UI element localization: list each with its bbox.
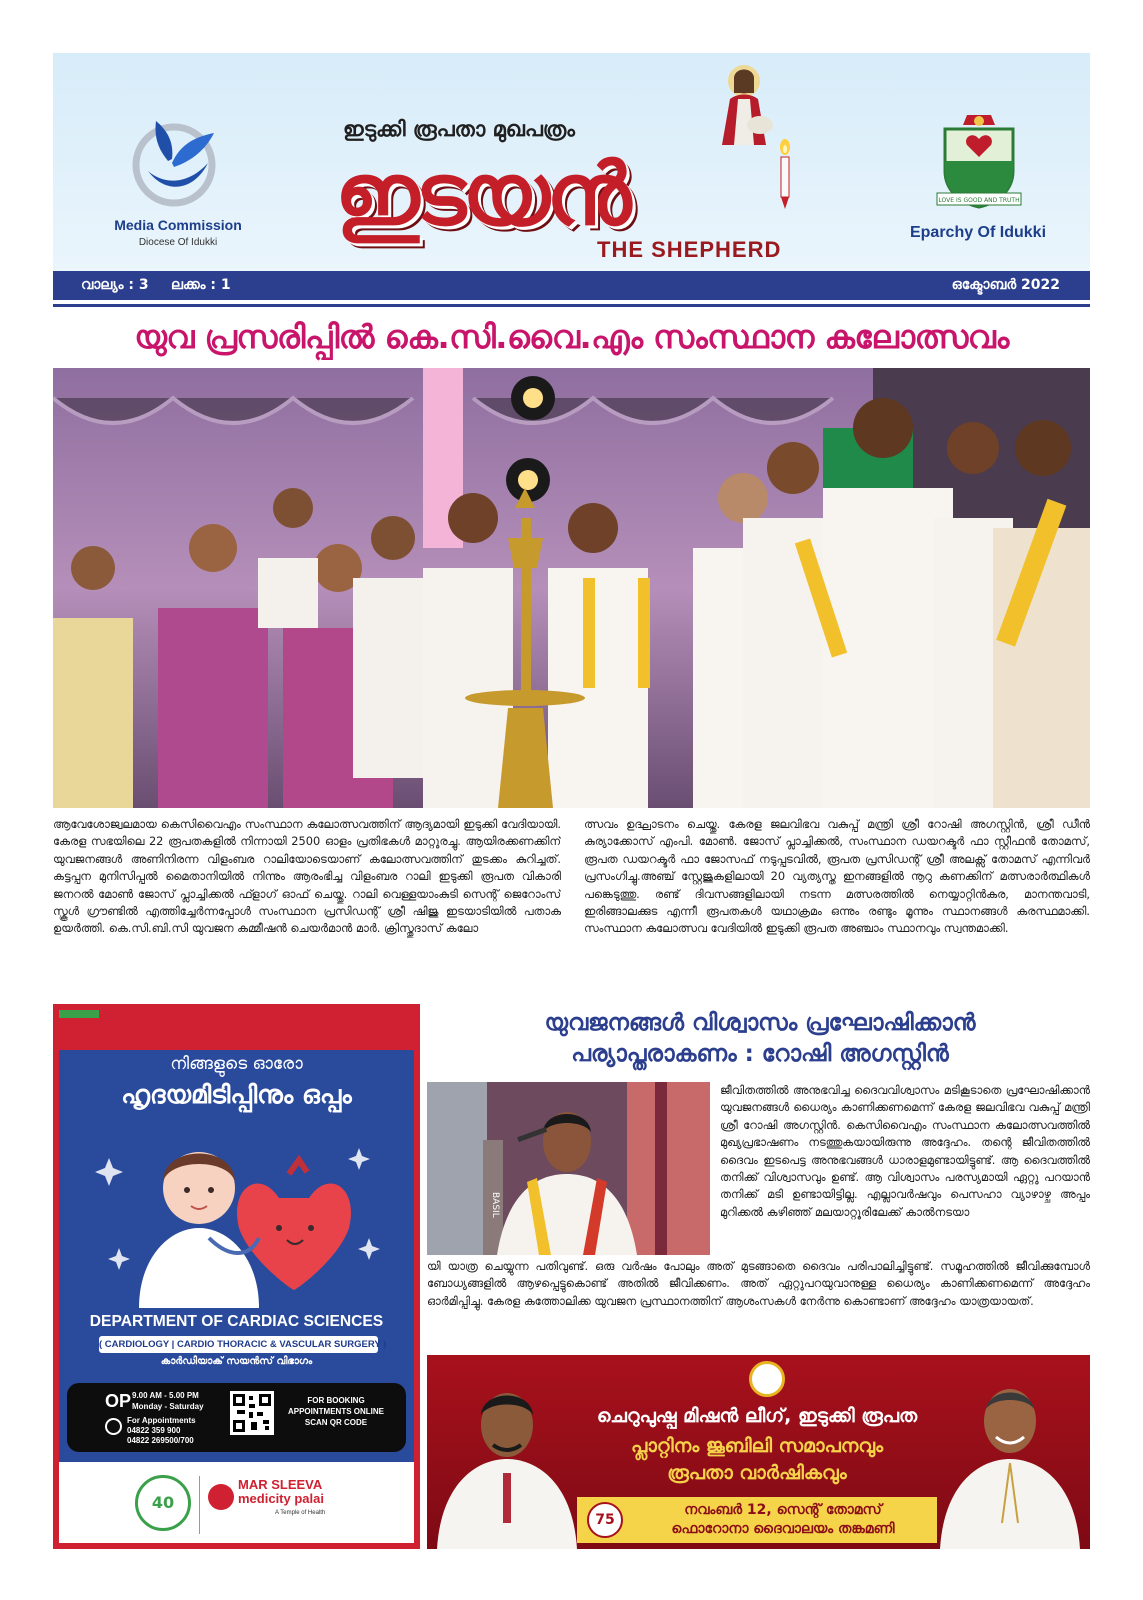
diocese-name: Diocese Of Idukki [138, 237, 218, 248]
second-headline-line-2: പര്യാപ്തരാകണം : റോഷി അഗസ്റ്റിൻ [571, 1041, 949, 1067]
minister-speech-photo [427, 1082, 710, 1255]
masthead [53, 53, 1090, 271]
banner-date-strip [577, 1497, 937, 1543]
qr-code-icon [230, 1391, 274, 1435]
divider [53, 304, 1090, 307]
event-date: നവംബർ 12, സെന്റ് തോമസ് [684, 1502, 882, 1518]
ad-tagline-1: നിങ്ങളുടെ ഓരോ [170, 1054, 303, 1074]
booking-info [277, 1395, 395, 1428]
phone-icon [105, 1418, 122, 1435]
anniversary-badge: 40 [135, 1475, 191, 1531]
ad-contact-box [67, 1383, 406, 1452]
banner-line-3: രൂപതാ വാർഷികവും [667, 1462, 847, 1484]
second-headline-line-1: യുവജനങ്ങൾ വിശ്വാസം പ്രഘോഷിക്കാൻ [544, 1010, 976, 1036]
candle-pen-icon [775, 139, 795, 209]
banner-line-1: ചെറുപുഷ്പ മിഷൻ ലീഗ്, ഇടുക്കി രൂപത [596, 1405, 918, 1427]
ad-tagline-2: ഹൃദയമിടിപ്പിനും ഒപ്പം [121, 1080, 352, 1109]
ad-footer [59, 1462, 414, 1549]
booking-text-1: FOR BOOKING [307, 1396, 365, 1405]
ad-separator [199, 1476, 200, 1534]
eparchy-emblem-icon [933, 111, 1025, 211]
doctor-heart-illustration [89, 1118, 389, 1308]
ad-department: DEPARTMENT OF CARDIAC SCIENCES [89, 1313, 384, 1330]
emblem-motto: LOVE IS GOOD AND TRUTH [938, 197, 1020, 204]
appointment-info [127, 1416, 196, 1446]
dove-logo-icon [128, 115, 222, 209]
ad-subdepartments: ( CARDIOLOGY | CARDIO THORACIC & VASCULAR SURGERY ) [99, 1336, 378, 1353]
ad-department-ml: കാർഡിയാക് സയൻസ് വിഭാഗം [160, 1356, 313, 1367]
second-article-body: ജീവിതത്തിൽ അനുഭവിച്ച ദൈവവിശ്വാസം മടികൂടാതെ പ്രഘോഷിക്കാൻ യുവജനങ്ങൾ ധൈര്യം കാണിക്കണമെന്ന് കേരള ജലവിഭവ വകുപ്പ് മന്ത്രി ശ്രീ റോഷി അഗസ്റ്റിൻ. കെസിവൈഎം സംസ്ഥാന കലോത്സവത്തിൽ മുഖ്യപ്രഭാഷണം നടത്തുകയായിരുന്നു അദ്ദേഹം. തന്റെ ജീവിതത്തിൽ ദൈവം ഇടപെട്ട അനുഭവങ്ങൾ ധാരാളമുണ്ടായിട്ടുണ്ട്. ആ ദൈവത്തിൽ തനിക്ക് വിശ്വാസവും ഉണ്ട്. ആ വിശ്വാസം പരസ്യമായി ഏറ്റു പറയാൻ തനിക്ക് മടി ഉണ്ടായിട്ടില്ല. എല്ലാവർഷവും പെസഹാ വ്യാഴാഴ്ച അപ്പം മുറിക്കൽ കഴിഞ്ഞ് മലയാറ്റൂരിലേക്ക് കാൽനടയാ [720, 1083, 1090, 1219]
op-label: OP [105, 1391, 132, 1411]
podium-text: BASIL [490, 1192, 500, 1218]
hospital-logo-icon [208, 1484, 234, 1510]
jesus-shepherd-icon [708, 63, 780, 145]
main-article-column-1: ആവേശോജ്വലമായ കെസിവൈഎം സംസ്ഥാന കലോത്സവത്തിന് ആദ്യമായി ഇടുക്കി വേദിയായി. കേരള സഭയിലെ 22 രൂപതകളിൽ നിന്നായി 2500 ഓളം പ്രതിഭകൾ മാറ്റുരച്ചു. ആയിരക്കണക്കിന് യുവജനങ്ങൾ അണിനിരന്ന വിളംബര റാലിയോടെയാണ് കലോത്സവത്തിന് തുടക്കം കുറിച്ചത്. കട്ടപ്പന മുനിസിപ്പൽ മൈതാനിയിൽ നിന്നും ആരംഭിച്ച വിളംബര റാലി ഇടുക്കി രൂപത വികാരി ജനറൽ മോൺ ജോസ് പ്ലാച്ചിക്കൽ ഫ്ളാഗ് ഓഫ് ചെയ്തു. റാലി വെള്ളയാംകുടി സെന്റ് ജെറോംസ് സ്കൂൾ ഗ്രൗണ്ടിൽ എത്തിച്ചേർന്നപ്പോൾ സംസ്ഥാന പ്രസിഡന്റ് ശ്രീ ഷിജു ഇടയാടിയിൽ പതാക ഉയർത്തി. കെ.സി.ബി.സി യുവജന കമ്മീഷൻ ചെയർമാൻ മാർ. ക്രിസ്തുദാസ് കലോ [53, 817, 561, 936]
phone-number-1: 04822 359 900 [127, 1426, 181, 1435]
media-commission-name: Media Commission [114, 217, 242, 233]
booking-text-3: SCAN QR CODE [304, 1418, 368, 1427]
mission-league-emblem-icon [749, 1361, 785, 1397]
booking-text-2: APPOINTMENTS ONLINE [287, 1407, 384, 1416]
hospital-name-2: medicity palai [238, 1491, 324, 1506]
volume-number: വാല്യം : 3 [81, 277, 149, 293]
issue-date: ഒക്ടോബർ 2022 [951, 277, 1060, 293]
op-time: 9.00 AM - 5.00 PM [132, 1391, 199, 1400]
volume-bar [53, 271, 1090, 300]
event-venue: ഫൊറോനാ ദൈവാലയം തങ്കമണി [671, 1521, 895, 1537]
banner-line-2: പ്ലാറ്റിനം ജൂബിലി സമാപനവും [630, 1435, 884, 1457]
newspaper-title-english: THE SHEPHERD [597, 237, 782, 262]
ad-header-band [59, 1010, 414, 1050]
lamp-lighting-photo [53, 368, 1090, 808]
appointments-label: For Appointments [127, 1416, 196, 1425]
newspaper-title: ഇടയൻ [335, 144, 628, 245]
mission-league-banner [427, 1355, 1090, 1549]
main-article-column-2: ത്സവം ഉദ്ഘാടനം ചെയ്തു. കേരള ജലവിഭവ വകുപ്പ് മന്ത്രി ശ്രീ റോഷി അഗസ്റ്റിൻ, ശ്രീ ഡീൻ കുര്യാക്കോസ് എംപി. മോൺ. ജോസ് പ്ലാച്ചിക്കൽ, സംസ്ഥാന ഡയറക്ടർ ഫാ സ്റ്റീഫൻ തോമസ്, രൂപത ഡയറക്ടർ ഫാ ജോസഫ് നടുപ്പടവിൽ, രൂപത പ്രസിഡന്റ് ശ്രീ അലക്സ് തോമസ് എന്നിവർ പ്രസംഗിച്ചു.അഞ്ച് സ്റ്റേജുകളിലായി 20 വ്യത്യസ്ത ഇനങ്ങളിൽ നൂറു കണക്കിന് മത്സരാർത്ഥികൾ പങ്കെടുത്തു. രണ്ട് ദിവസങ്ങളിലായി നടന്ന മത്സരത്തിൽ നെയ്യാറ്റിൻകര, മാനന്തവാടി, ഇരിങ്ങാലക്കുട എന്നീ രൂപതകൾ യഥാക്രമം ഒന്നും രണ്ടും മൂന്നും സ്ഥാനങ്ങൾ കരസ്ഥമാക്കി. സംസ്ഥാന കലോത്സവ വേദിയിൽ ഇടുക്കി രൂപത അഞ്ചാം സ്ഥാനവും സ്വന്തമാക്കി. [584, 817, 1090, 936]
second-article-headline [430, 1008, 1090, 1070]
phone-number-2: 04822 269500/700 [127, 1436, 194, 1445]
jubilee-badge: 75 [587, 1502, 623, 1538]
eparchy-name: Eparchy Of Idukki [909, 224, 1047, 241]
masthead-tagline: ഇടുക്കി രൂപതാ മുഖപത്രം [343, 117, 575, 141]
op-hours [132, 1390, 204, 1412]
second-article-body-continued: യി യാത്ര ചെയ്യുന്ന പതിവുണ്ട്. ഒരു വർഷം പോലും അത് മുടങ്ങാതെ ദൈവം പരിപാലിച്ചിട്ടുണ്ട്. സമൂഹത്തിൽ ജീവിക്കുമ്പോൾ ബോധ്യങ്ങളിൽ ആഴപ്പെട്ടുകൊണ്ട് അതിൽ ജീവിക്കണം. അത് ഏറ്റുപറയുവാനുള്ള ധൈര്യം കാണിക്കണമെന്ന് അദ്ദേഹം ഓർമിപ്പിച്ചു. കേരള കത്തോലിക്ക യുവജന പ്രസ്ഥാനത്തിന് ആശംസകൾ നേർന്നു കൊണ്ടാണ് അദ്ദേഹം യാത്രയായത്. [427, 1259, 1090, 1308]
issue-number: ലക്കം : 1 [171, 277, 231, 293]
hospital-advertisement [53, 1004, 420, 1549]
main-headline: യുവ പ്രസരിപ്പിൽ കെ.സി.വൈ.എം സംസ്ഥാന കലോത്സവം [134, 318, 1009, 356]
hospital-tagline: A Temple of Health [275, 1510, 326, 1516]
op-days: Monday - Saturday [132, 1402, 204, 1411]
hospital-name: MAR SLEEVA [238, 1477, 323, 1492]
